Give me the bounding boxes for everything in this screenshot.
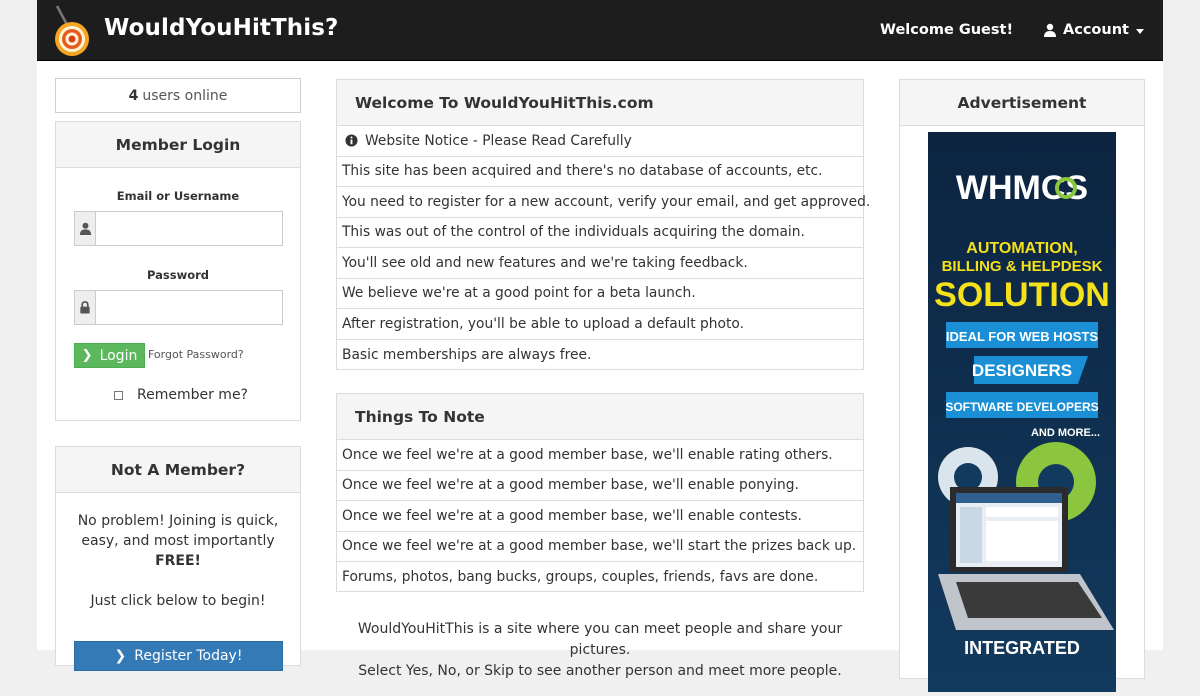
member-login-panel bbox=[55, 121, 301, 421]
not-member-free: FREE! bbox=[155, 553, 201, 569]
things-to-note-panel bbox=[336, 393, 864, 592]
ad-tag1: IDEAL FOR WEB HOSTS bbox=[945, 329, 1099, 344]
list-item: Once we feel we're at a good member base, we'll enable contests. bbox=[337, 501, 863, 532]
list-item: Once we feel we're at a good member base, we'll enable ponying. bbox=[337, 471, 863, 502]
list-item: We believe we're at a good point for a beta launch. bbox=[337, 279, 863, 310]
ad-brand: WHMCS bbox=[955, 169, 1089, 207]
ad-tag2: DESIGNERS bbox=[971, 361, 1073, 380]
users-online-label: users online bbox=[142, 87, 228, 104]
user-icon bbox=[1043, 23, 1057, 37]
account-label: Account bbox=[1063, 22, 1129, 38]
lock-icon bbox=[79, 301, 91, 314]
brand-title[interactable]: WouldYouHitThis? bbox=[104, 15, 339, 41]
list-item: This site has been acquired and there's no database of accounts, etc. bbox=[337, 157, 863, 188]
email-input-group bbox=[74, 211, 283, 246]
user-addon bbox=[74, 211, 96, 246]
not-member-title: Not A Member? bbox=[56, 447, 300, 493]
ad-headline3: SOLUTION bbox=[934, 276, 1110, 314]
page bbox=[37, 0, 1163, 679]
ad-bottom: INTEGRATED bbox=[964, 638, 1080, 658]
advertisement-panel bbox=[899, 79, 1145, 679]
ad-tag3: SOFTWARE DEVELOPERS bbox=[945, 400, 1099, 414]
password-input-group bbox=[74, 290, 283, 325]
login-button[interactable] bbox=[74, 343, 145, 368]
list-item: You need to register for a new account, verify your email, and get approved. bbox=[337, 187, 863, 218]
list-item: Forums, photos, bang bucks, groups, couples, friends, favs are done. bbox=[342, 569, 819, 586]
things-to-note-title: Things To Note bbox=[337, 394, 863, 440]
login-button-label: Login bbox=[99, 347, 138, 364]
remember-label: Remember me? bbox=[137, 387, 248, 403]
email-field[interactable] bbox=[96, 211, 283, 246]
site-description bbox=[336, 619, 864, 682]
site-description-line1: WouldYouHitThis is a site where you can meet people and share your pictures. bbox=[357, 621, 843, 658]
account-menu[interactable] bbox=[1043, 22, 1144, 38]
ad-headline2: BILLING & HELPDESK bbox=[941, 258, 1103, 275]
chevron-right-icon: ❯ bbox=[81, 348, 93, 363]
ad-tag4: AND MORE... bbox=[1030, 427, 1100, 439]
not-member-text bbox=[56, 493, 300, 611]
remember-checkbox[interactable] bbox=[114, 391, 123, 400]
chevron-right-icon: ❯ bbox=[114, 648, 127, 664]
remember-me[interactable] bbox=[114, 387, 248, 403]
lock-addon bbox=[74, 290, 96, 325]
ad-artwork bbox=[928, 132, 1116, 692]
target-logo-icon[interactable] bbox=[47, 4, 95, 58]
info-icon bbox=[345, 134, 358, 147]
list-item: After registration, you'll be able to upload a default photo. bbox=[337, 309, 863, 340]
ad-headline1: AUTOMATION, bbox=[966, 240, 1078, 257]
list-item: This was out of the control of the individuals acquiring the domain. bbox=[337, 218, 863, 249]
password-label: Password bbox=[147, 268, 209, 282]
register-button-label: Register Today! bbox=[134, 648, 243, 664]
list-item: Once we feel we're at a good member base, we'll enable rating others. bbox=[337, 440, 863, 471]
forgot-password-link[interactable]: Forgot Password? bbox=[148, 348, 244, 361]
users-online-badge bbox=[55, 78, 301, 113]
notice-row bbox=[337, 126, 863, 157]
password-field[interactable] bbox=[96, 290, 283, 325]
not-member-line1: No problem! Joining is quick, easy, and most importantly bbox=[77, 513, 279, 549]
advertisement-title: Advertisement bbox=[900, 80, 1144, 126]
list-item: Once we feel we're at a good member base, we'll start the prizes back up. bbox=[337, 532, 863, 563]
notice-text: Website Notice - Please Read Carefully bbox=[365, 132, 632, 149]
member-login-title: Member Login bbox=[56, 122, 300, 168]
email-label: Email or Username bbox=[116, 189, 240, 203]
register-button[interactable] bbox=[74, 641, 283, 671]
site-description-line2: Select Yes, No, or Skip to see another person and meet more people. bbox=[358, 663, 842, 679]
welcome-panel bbox=[336, 79, 871, 370]
users-online-count: 4 bbox=[128, 87, 139, 104]
whmcs-ad-banner[interactable] bbox=[928, 132, 1116, 692]
list-item: Basic memberships are always free. bbox=[342, 346, 592, 363]
caret-down-icon bbox=[1136, 29, 1144, 34]
not-member-panel bbox=[55, 446, 301, 666]
welcome-guest-text: Welcome Guest! bbox=[880, 22, 1014, 38]
not-member-line2: Just click below to begin! bbox=[90, 593, 266, 609]
navbar bbox=[37, 0, 1163, 61]
user-icon bbox=[79, 222, 92, 235]
list-item: You'll see old and new features and we're taking feedback. bbox=[337, 248, 863, 279]
welcome-panel-title: Welcome To WouldYouHitThis.com bbox=[337, 80, 863, 126]
